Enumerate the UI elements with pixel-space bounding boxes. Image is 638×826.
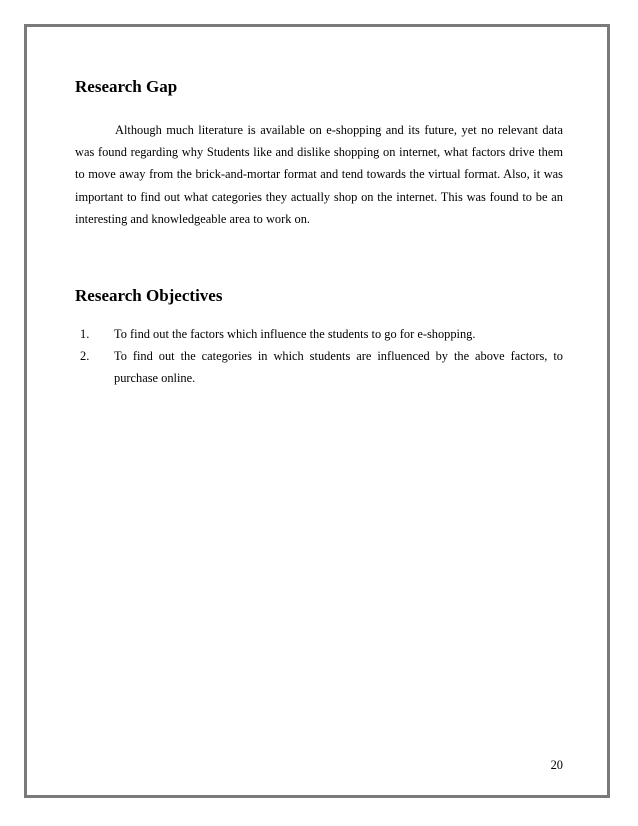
research-gap-paragraph: Although much literature is available on e-shopping and its future, yet no relevant data was found regarding why Students like and dislike shopping on internet, what factors drive them to move away from the brick-and-mortar format and tend towards the virtual format. Also, it was important to find out what categories they actually shop on the internet. This was found to be an interesting and knowledgeable area to work on. [75,123,563,226]
objective-item-1 [80,323,563,345]
objectives-list [80,323,563,390]
research-objectives-heading: Research Objectives [75,286,223,305]
objective-text-1: To find out the factors which influence the students to go for e-shopping. [114,327,476,341]
objective-number-1: 1. [80,327,90,341]
objective-text-2: To find out the categories in which students are influenced by the above factors, to purchase online. [114,349,563,386]
page-number: 20 [550,758,563,772]
research-gap-heading: Research Gap [75,77,178,96]
objective-item-2 [80,345,563,389]
objective-number-2: 2. [80,349,90,364]
